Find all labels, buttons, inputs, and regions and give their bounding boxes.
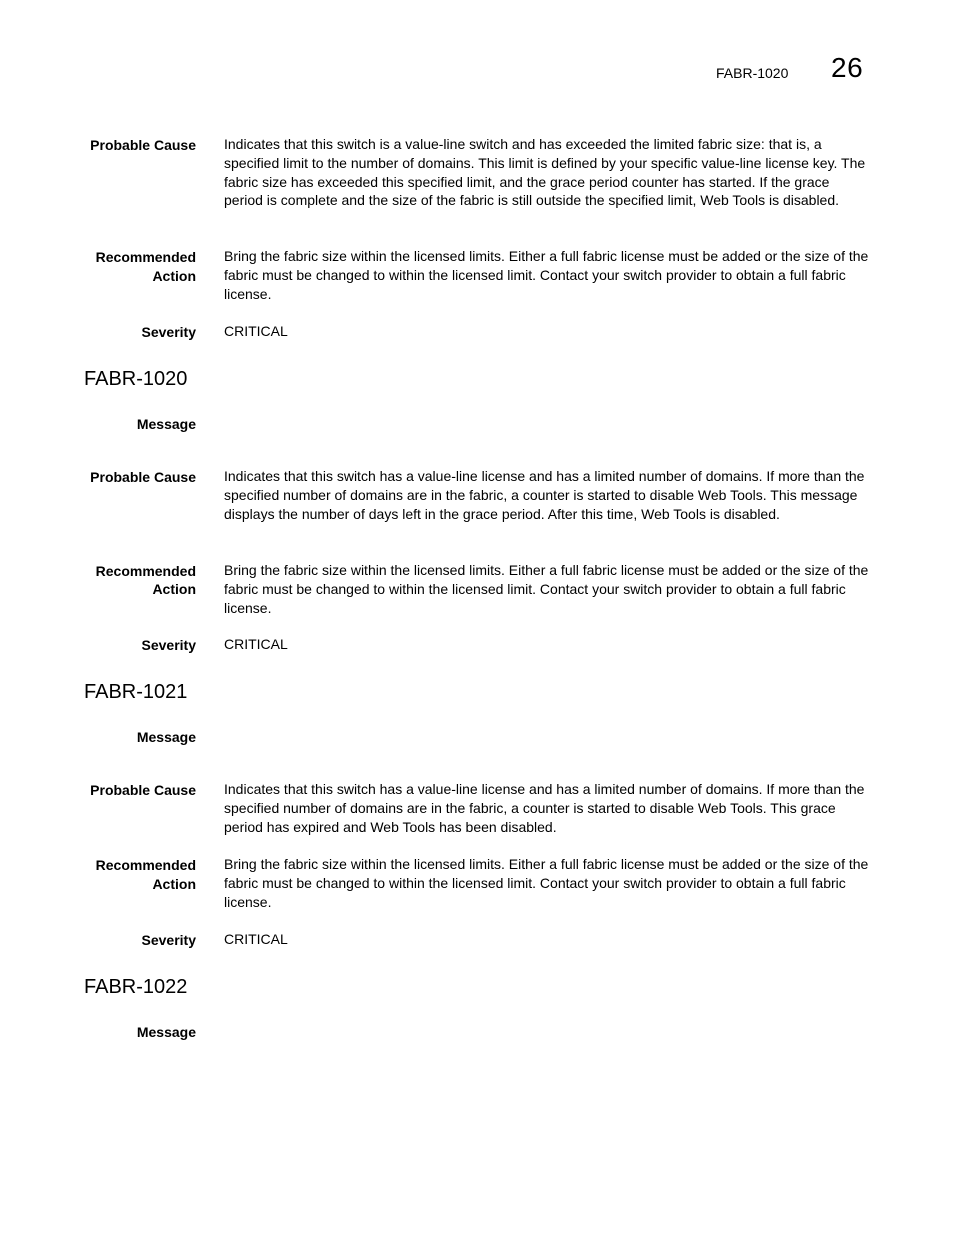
probable-cause-text: Indicates that this switch is a value-line switch and has exceeded the limited fabric size: that is, a specified limit to the number of domains. This limit is defined by your specific value-line license key. The fabric size has exceeded this specified limit, and the grace period counter has started. If the grace period is complete and the size of the fabric is still outside the specified limit, Web Tools is disabled.: [224, 136, 866, 209]
recommended-action-label-line1: Recommended: [95, 249, 196, 265]
recommended-action-label-line2: Action: [152, 268, 196, 284]
probable-cause-label: Probable Cause: [90, 469, 196, 485]
recommended-action-label-line2: Action: [152, 876, 196, 892]
message-label: Message: [136, 416, 196, 432]
entry-heading: FABR-1022: [84, 976, 188, 998]
severity-label: Severity: [141, 637, 196, 653]
page-number: 26: [831, 52, 864, 83]
running-head: [0, 0, 954, 100]
recommended-action-text: Bring the fabric size within the licensed limits. Either a full fabric license must be added or the size of the fabric must be changed to within the licensed limit. Contact your switch provider to obtain a full fabric license.: [224, 248, 869, 302]
entry-heading: FABR-1021: [84, 681, 188, 703]
message-label: Message: [136, 1024, 196, 1040]
probable-cause-label: Probable Cause: [90, 782, 196, 798]
recommended-action-text: Bring the fabric size within the licensed limits. Either a full fabric license must be added or the size of the fabric must be changed to within the licensed limit. Contact your switch provider to obtain a full fabric license.: [224, 856, 869, 910]
severity-value: CRITICAL: [224, 636, 288, 652]
recommended-action-label-line2: Action: [152, 581, 196, 597]
severity-label: Severity: [141, 324, 196, 340]
severity-value: CRITICAL: [224, 931, 288, 947]
probable-cause-text: Indicates that this switch has a value-line license and has a limited number of domains. If more than the specified number of domains are in the fabric, a counter is started to disable Web Tools. This grace period has expired and Web Tools has been disabled.: [224, 781, 865, 835]
severity-value: CRITICAL: [224, 323, 288, 339]
entry-heading: FABR-1020: [84, 368, 188, 390]
running-head-title: FABR-1020: [716, 65, 789, 81]
recommended-action-label-line1: Recommended: [95, 857, 196, 873]
recommended-action-text: Bring the fabric size within the licensed limits. Either a full fabric license must be added or the size of the fabric must be changed to within the licensed limit. Contact your switch provider to obtain a full fabric license.: [224, 562, 869, 616]
severity-label: Severity: [141, 932, 196, 948]
message-label: Message: [136, 729, 196, 745]
probable-cause-label: Probable Cause: [90, 137, 196, 153]
recommended-action-label-line1: Recommended: [95, 563, 196, 579]
probable-cause-text: Indicates that this switch has a value-line license and has a limited number of domains. If more than the specified number of domains are in the fabric, a counter is started to disable Web Tools. This message displays the number of days left in the grace period. After this time, Web Tools is disabled.: [224, 468, 865, 522]
